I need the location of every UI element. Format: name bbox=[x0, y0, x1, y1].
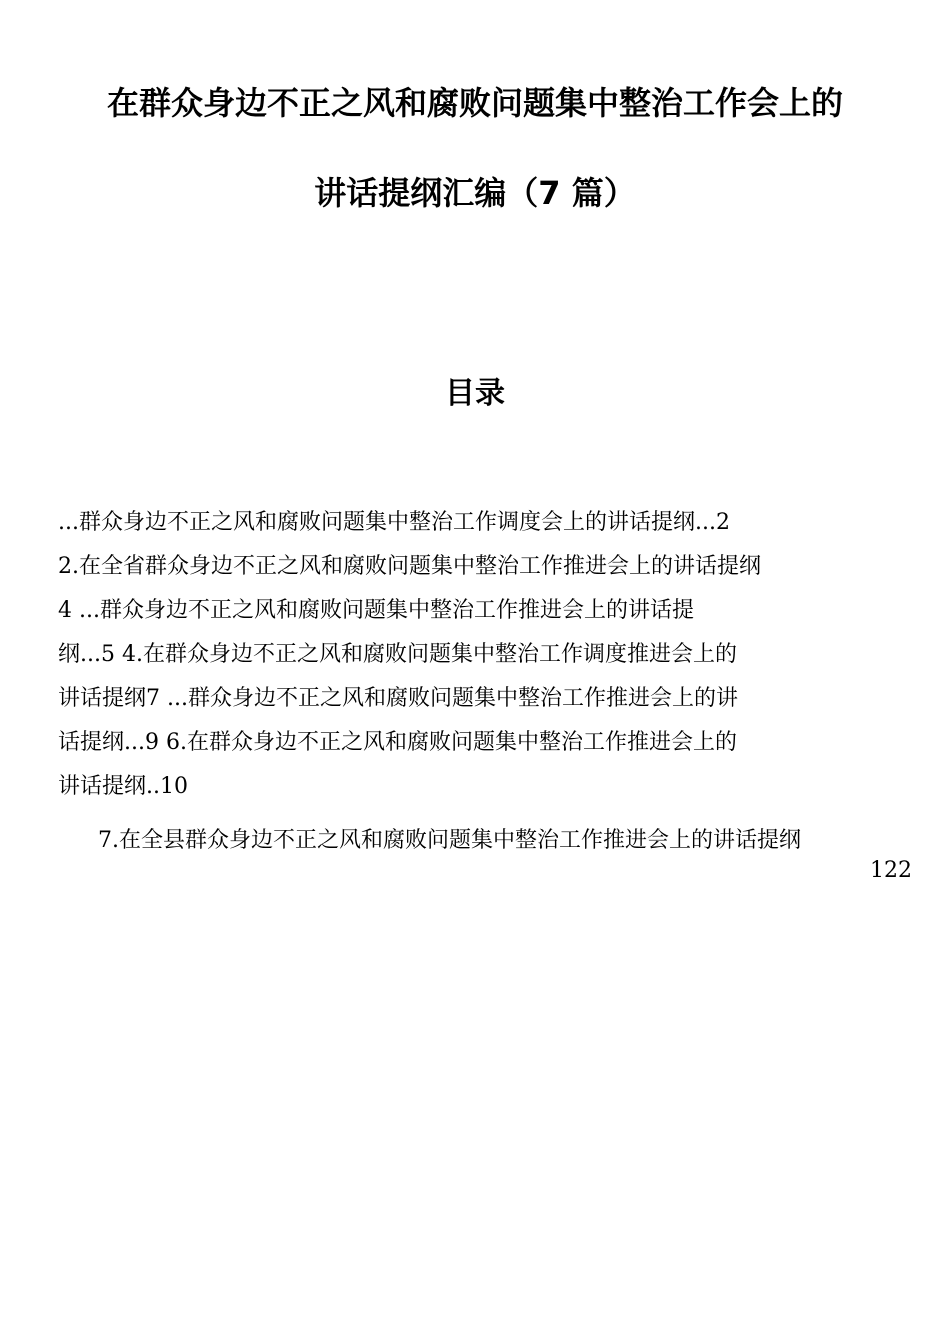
toc-heading: 目录 bbox=[445, 376, 505, 411]
toc-last-entry: 7.在全县群众身边不正之风和腐败问题集中整治工作推进会上的讲话提纲 bbox=[98, 828, 801, 853]
toc-line: 讲话提纲..10 bbox=[58, 774, 188, 799]
toc-line: ...群众身边不正之风和腐败问题集中整治工作调度会上的讲话提纲...2 bbox=[58, 510, 730, 535]
toc-line: 4 ...群众身边不正之风和腐败问题集中整治工作推进会上的讲话提 bbox=[58, 598, 694, 623]
document-title-line-2: 讲话提纲汇编（7 篇） bbox=[314, 174, 636, 212]
document-title-line-1: 在群众身边不正之风和腐败问题集中整治工作会上的 bbox=[106, 84, 843, 122]
toc-line: 2.在全省群众身边不正之风和腐败问题集中整治工作推进会上的讲话提纲 bbox=[58, 554, 761, 579]
toc-line: 讲话提纲7 ...群众身边不正之风和腐败问题集中整治工作推进会上的讲 bbox=[58, 686, 738, 711]
toc-line: 纲...5 4.在群众身边不正之风和腐败问题集中整治工作调度推进会上的 bbox=[58, 642, 737, 667]
toc-line: 话提纲...9 6.在群众身边不正之风和腐败问题集中整治工作推进会上的 bbox=[58, 730, 737, 755]
toc-last-entry-page-number: 122 bbox=[870, 858, 912, 883]
